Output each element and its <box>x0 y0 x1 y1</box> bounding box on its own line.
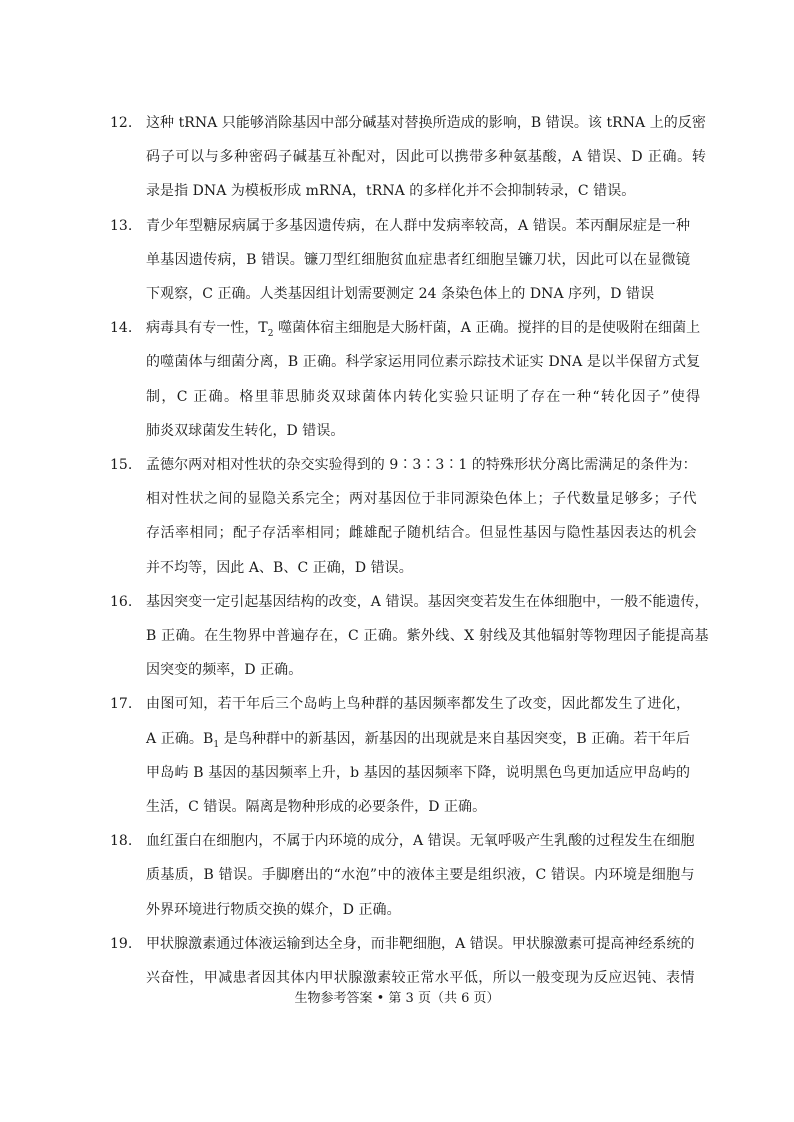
text-line: 肺炎双球菌发生转化，D 错误。 <box>146 422 345 439</box>
text-line: 下观察，C 正确。人类基因组计划需要测定 24 条染色体上的 DNA 序列，D 错误 <box>146 286 655 303</box>
text-line: 相对性状之间的显隐关系完全；两对基因位于非同源染色体上；子代数量足够多；子代 <box>146 491 697 508</box>
answer-item-15 <box>110 448 697 585</box>
item-text <box>146 585 709 688</box>
page-footer: 生物参考答案 • 第 3 页（共 6 页） <box>294 991 500 1006</box>
text-line: 并不均等，因此 A、B、C 正确，D 错误。 <box>146 559 413 576</box>
text-line: 质基质，B 错误。手脚磨出的“水泡”中的液体主要是组织液，C 错误。内环境是细胞与 <box>146 867 695 884</box>
item-number: 13. <box>110 217 133 234</box>
answer-item-16 <box>110 585 709 688</box>
text-line: 青少年型糖尿病属于多基因遗传病，在人群中发病率较高，A 错误。苯丙酮尿症是一种 <box>146 217 690 234</box>
item-text <box>146 687 690 824</box>
item-text <box>146 209 690 312</box>
text-span: 是鸟种群中的新基因，新基因的出现就是来自基因突变，B 正确。若干年后 <box>219 730 691 747</box>
answer-item-12 <box>110 106 706 209</box>
answer-item-18 <box>110 824 695 927</box>
item-text <box>146 824 695 927</box>
answer-item-17 <box>110 687 690 824</box>
item-number: 17. <box>110 696 133 713</box>
item-text <box>146 311 700 448</box>
item-text <box>146 106 706 209</box>
text-line <box>146 722 690 756</box>
text-span: A 正确。B <box>146 730 214 747</box>
item-number: 19. <box>110 935 133 952</box>
text-line: 由图可知，若干年后三个岛屿上鸟种群的基因频率都发生了改变，因此都发生了进化， <box>146 696 690 713</box>
text-line: 生活，C 错误。隔离是物种形成的必要条件，D 正确。 <box>146 799 487 816</box>
answer-item-14 <box>110 311 701 448</box>
text-line: 兴奋性，甲减患者因其体内甲状腺激素较正常水平低，所以一般变现为反应迟钝、表情 <box>146 970 695 987</box>
subscript: 2 <box>267 329 274 340</box>
text-line: 血红蛋白在细胞内，不属于内环境的成分，A 错误。无氧呼吸产生乳酸的过程发生在细胞 <box>146 833 695 850</box>
item-text <box>146 448 697 585</box>
text-line: 单基因遗传病，B 错误。镰刀型红细胞贫血症患者红细胞呈镰刀状，因此可以在显微镜 <box>146 251 690 268</box>
item-number: 14. <box>110 320 133 337</box>
subscript: 1 <box>213 739 220 750</box>
text-line: 制，C 正确。格里菲思肺炎双球菌体内转化实验只证明了存在一种“转化因子”使得 <box>146 388 701 405</box>
text-line: 的噬菌体与细菌分离，B 正确。科学家运用同位素示踪技术证实 DNA 是以半保留方式复 <box>146 354 701 371</box>
item-number: 18. <box>110 833 133 850</box>
text-line: B 正确。在生物界中普遍存在，C 正确。紫外线、X 射线及其他辐射等物理因子能提高基 <box>146 628 709 645</box>
text-line <box>146 311 700 345</box>
item-number: 15. <box>110 457 133 474</box>
text-line: 外界环境进行物质交换的媒介，D 正确。 <box>146 901 401 918</box>
text-line: 存活率相同；配子存活率相同；雌雄配子随机结合。但显性基因与隐性基因表达的机会 <box>146 525 697 542</box>
text-line: 录是指 DNA 为模板形成 mRNA，tRNA 的多样化并不会抑制转录，C 错误。 <box>146 183 636 200</box>
item-number: 12. <box>110 115 133 131</box>
text-line: 甲状腺激素通过体液运输到达全身，而非靶细胞，A 错误。甲状腺激素可提高神经系统的 <box>146 935 695 952</box>
answer-item-19 <box>110 927 695 995</box>
item-text <box>146 927 695 995</box>
text-line: 甲岛屿 B 基因的基因频率上升，b 基因的基因频率下降，说明黑色鸟更加适应甲岛屿的 <box>146 764 690 781</box>
text-line: 因突变的频率，D 正确。 <box>146 662 303 679</box>
text-line: 孟德尔两对相对性状的杂交实验得到的 9∶3∶3∶1 的特殊形状分离比需满足的条件为： <box>146 457 697 474</box>
item-number: 16. <box>110 593 133 610</box>
text-line: 基因突变一定引起基因结构的改变，A 错误。基因突变若发生在体细胞中，一般不能遗传， <box>146 593 709 610</box>
answer-item-13 <box>110 209 690 312</box>
text-span: 病毒具有专一性，T <box>146 320 268 337</box>
answer-list <box>110 106 709 995</box>
text-span: 噬菌体宿主细胞是大肠杆菌，A 正确。搅拌的目的是使吸附在细菌上 <box>273 320 701 337</box>
text-line: 这种 tRNA 只能够消除基因中部分碱基对替换所造成的影响，B 错误。该 tRNA 上的反密 <box>146 115 706 131</box>
text-line: 码子可以与多种密码子碱基互补配对，因此可以携带多种氨基酸，A 错误、D 正确。转 <box>146 149 706 166</box>
